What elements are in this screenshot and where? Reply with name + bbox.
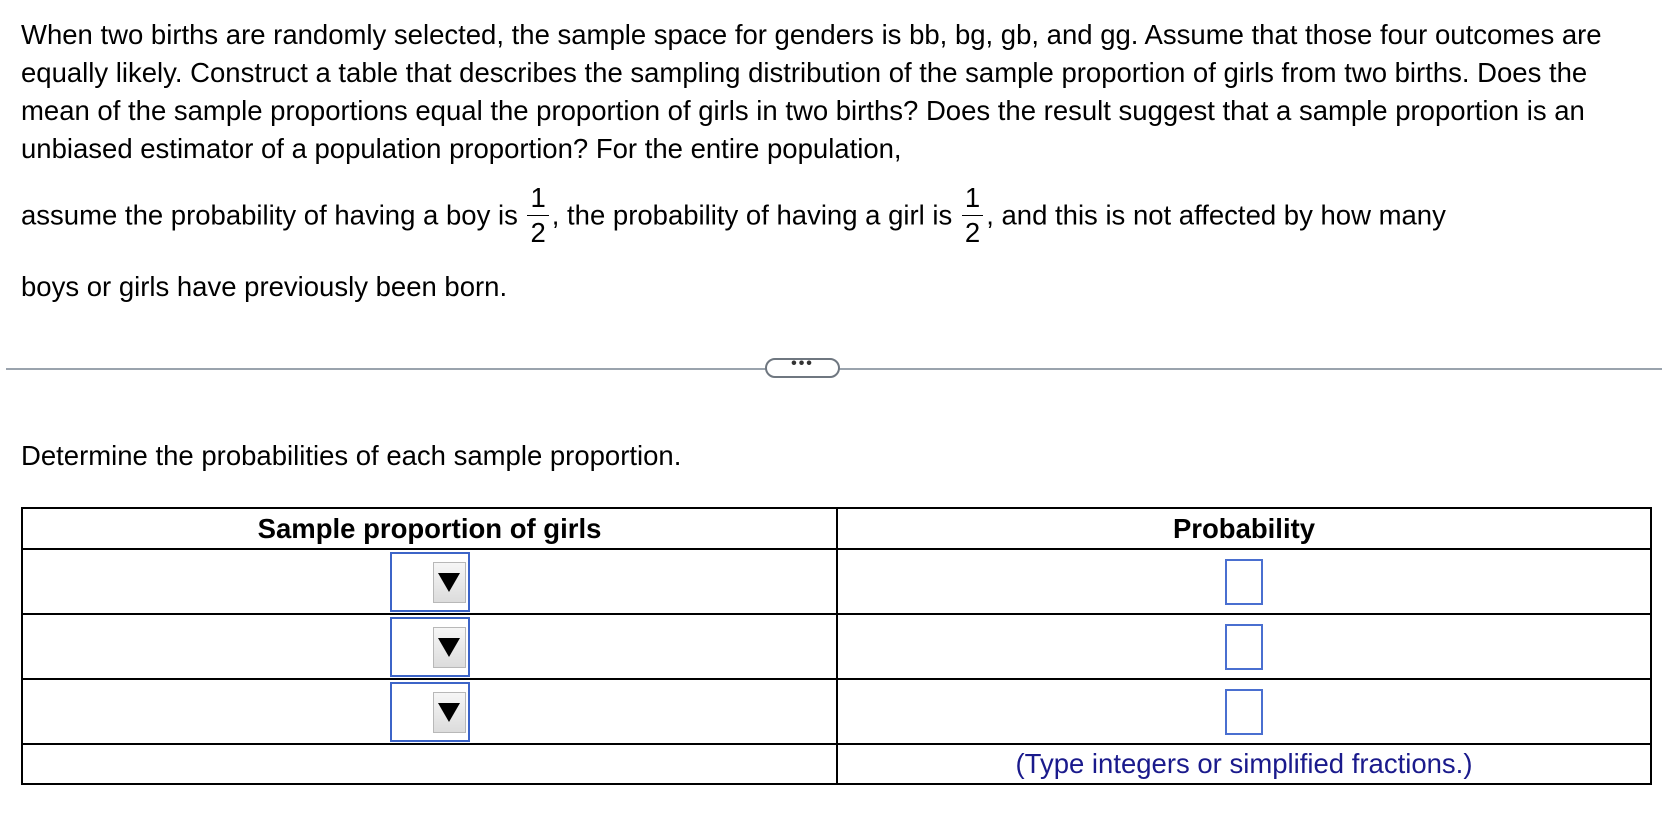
fraction-boy [527,184,548,246]
dropdown-arrow-icon[interactable] [433,692,466,733]
empty-cell [22,744,837,784]
header-sample-proportion: Sample proportion of girls [22,508,837,549]
expand-more-button[interactable] [765,355,840,378]
question-text-affected: , and this is not affected by how many [986,199,1446,231]
proportion-dropdown-1[interactable] [390,552,470,612]
question-text [21,16,1646,306]
more-dots-icon: ••• [791,355,814,372]
proportion-cell [22,549,837,614]
probability-cell [837,614,1651,679]
question-probability-line [21,182,1646,248]
proportion-cell [22,679,837,744]
table-row [22,549,1651,614]
format-note: (Type integers or simplified fractions.) [1015,748,1473,779]
table-row [22,614,1651,679]
proportion-dropdown-3[interactable] [390,682,470,742]
fraction-girl [962,184,983,246]
fraction-boy-numerator: 1 [527,184,548,216]
distribution-table [21,507,1652,785]
probability-input-1[interactable] [1225,559,1263,605]
proportion-cell [22,614,837,679]
question-last-line: boys or girls have previously been born. [21,271,508,302]
note-cell [837,744,1651,784]
probability-input-2[interactable] [1225,624,1263,670]
probability-cell [837,679,1651,744]
table-row [22,679,1651,744]
question-text-girl: , the probability of having a girl is [551,199,953,231]
probability-cell [837,549,1651,614]
table-header-row [22,508,1651,549]
fraction-boy-denominator: 2 [530,216,546,248]
fraction-girl-numerator: 1 [962,184,983,216]
fraction-girl-denominator: 2 [964,216,981,248]
dropdown-arrow-icon[interactable] [433,627,466,668]
probability-input-3[interactable] [1225,689,1263,735]
instruction-text: Determine the probabilities of each sample proportion. [21,440,682,471]
header-probability: Probability [837,508,1651,549]
proportion-dropdown-2[interactable] [390,617,470,677]
dropdown-arrow-icon[interactable] [433,562,466,603]
question-paragraph: When two births are randomly selected, the sample space for genders is bb, bg, gb, and gg. Assume that those four outcomes are equally likely. Construct a table that describes the sampling distribution of the sample proportion of girls from two births. Does the mean of the sample proportions equal the proportion of girls in two births? Does the result suggest that a sample proportion is an unbiased estimator of a population proportion? For the entire population, [21,19,1602,164]
question-text-boy: assume the probability of having a boy is [21,199,518,231]
note-row [22,744,1651,784]
